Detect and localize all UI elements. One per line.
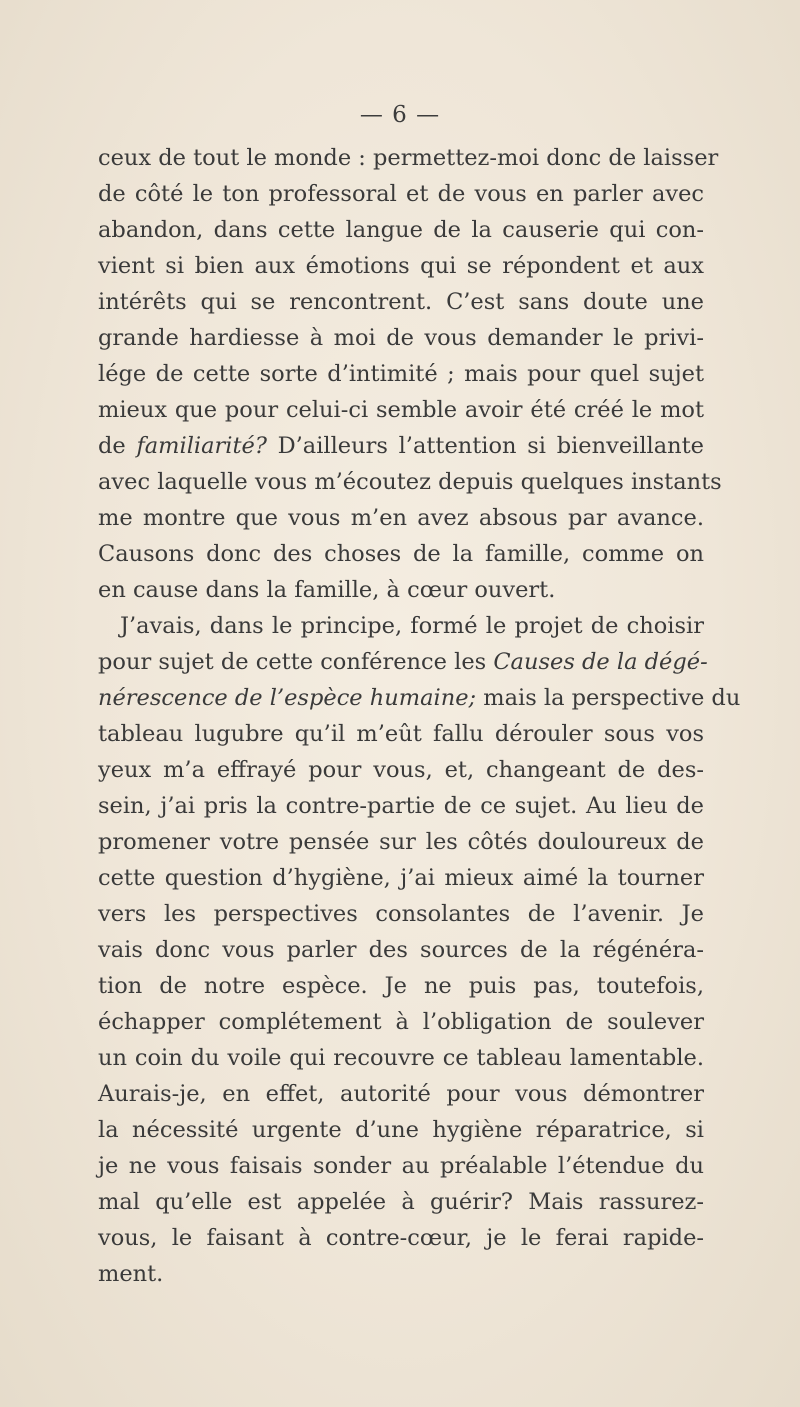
text-line: [98, 680, 741, 716]
text-line: un coin du voile qui recouvre ce tableau lamentable.: [98, 1045, 704, 1071]
text-segment: J’avais, dans le principe, formé le projet de choisir: [120, 613, 704, 639]
text-line: vous, le faisant à contre-cœur, je le ferai rapide-: [98, 1225, 704, 1251]
text-line: abandon, dans cette langue de la causerie qui con-: [98, 217, 704, 243]
text-line: vers les perspectives consolantes de l’avenir. Je: [98, 901, 704, 927]
text-line: promener votre pensée sur les côtés douloureux de: [98, 829, 704, 855]
text-line: mal qu’elle est appelée à guérir? Mais rassurez-: [98, 1189, 704, 1215]
italic-segment: familiarité?: [136, 433, 267, 459]
text-line: échapper complétement à l’obligation de soulever: [98, 1009, 704, 1035]
text-line: Causons donc des choses de la famille, comme on: [98, 541, 704, 567]
text-line: Aurais-je, en effet, autorité pour vous démontrer: [98, 1081, 704, 1107]
text-line: vais donc vous parler des sources de la régénéra-: [98, 937, 704, 963]
text-line: [98, 644, 708, 680]
text-line: ment.: [98, 1261, 164, 1287]
text-line: je ne vous faisais sonder au préalable l’étendue du: [98, 1153, 704, 1179]
text-line: intérêts qui se rencontrent. C’est sans doute une: [98, 289, 704, 315]
text-line: tableau lugubre qu’il m’eût fallu dérouler sous vos: [98, 721, 704, 747]
text-line: vient si bien aux émotions qui se répondent et aux: [98, 253, 704, 279]
text-segment: mais la perspective du: [476, 685, 741, 711]
text-line: tion de notre espèce. Je ne puis pas, toutefois,: [98, 973, 704, 999]
text-line: [98, 608, 704, 644]
text-line: cette question d’hygiène, j’ai mieux aimé la tourner: [98, 865, 704, 891]
text-line: yeux m’a effrayé pour vous, et, changeant de des-: [98, 757, 704, 783]
text-line: avec laquelle vous m’écoutez depuis quelques instants: [98, 469, 722, 495]
text-line: ceux de tout le monde : permettez-moi donc de laisser: [98, 145, 719, 171]
text-line: mieux que pour celui-ci semble avoir été créé le mot: [98, 397, 704, 423]
body-text: [98, 140, 741, 1292]
text-line: la nécessité urgente d’une hygiène réparatrice, si: [98, 1117, 704, 1143]
text-segment: D’ailleurs l’attention si bienveillante: [266, 433, 704, 459]
text-segment: de: [98, 433, 137, 459]
text-line: sein, j’ai pris la contre-partie de ce sujet. Au lieu de: [98, 793, 704, 819]
italic-segment: nérescence de l’espèce humaine;: [98, 685, 477, 711]
page-number: — 6 —: [359, 102, 441, 128]
text-line: de côté le ton professoral et de vous en parler avec: [98, 181, 704, 207]
italic-segment: Causes de la dégé-: [493, 649, 708, 675]
text-line: me montre que vous m’en avez absous par avance.: [98, 505, 704, 531]
text-segment: pour sujet de cette conférence les: [98, 649, 494, 675]
text-line: grande hardiesse à moi de vous demander le privi-: [98, 325, 704, 351]
text-line: [98, 428, 704, 464]
text-line: en cause dans la famille, à cœur ouvert.: [98, 577, 556, 603]
text-line: lége de cette sorte d’intimité ; mais pour quel sujet: [98, 361, 704, 387]
